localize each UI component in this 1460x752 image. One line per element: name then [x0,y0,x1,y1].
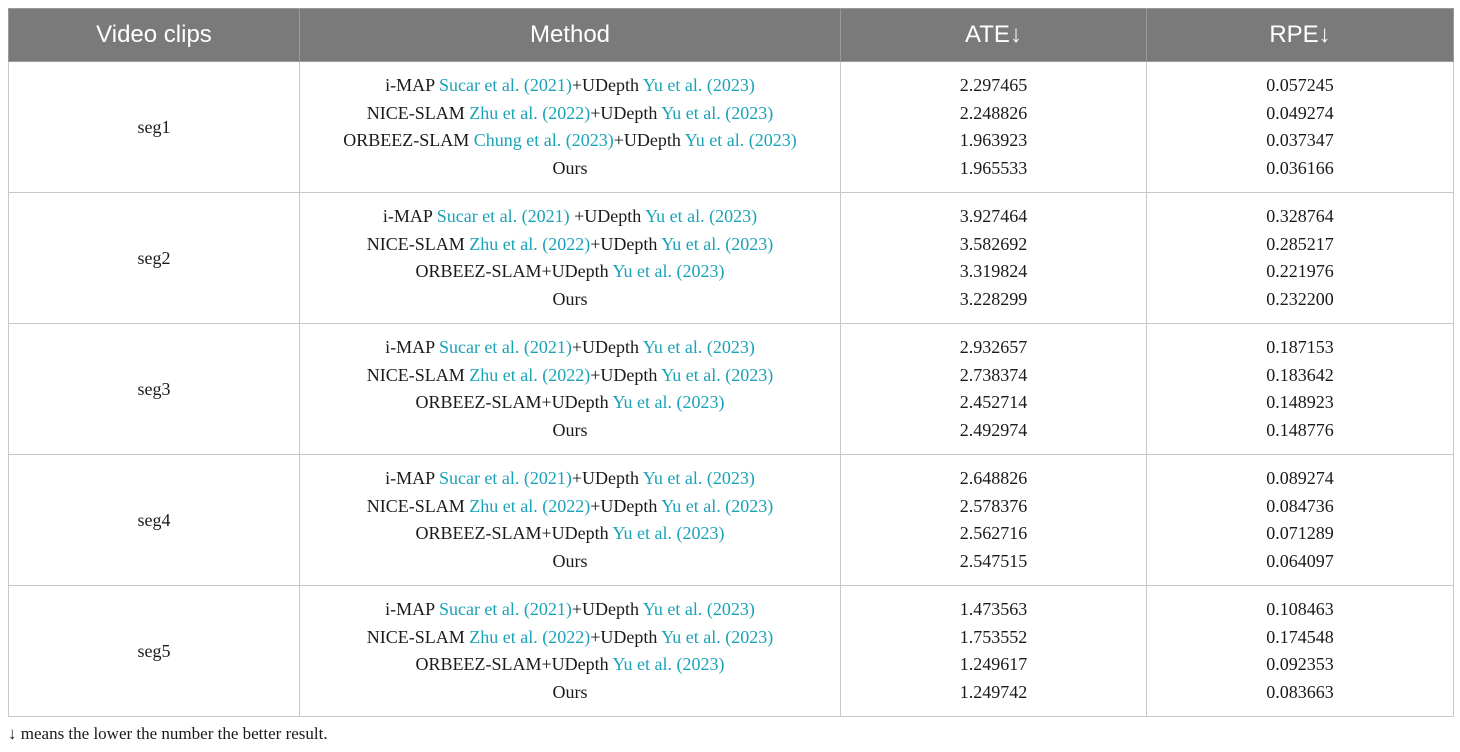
method-line [300,493,840,521]
method-line [300,127,840,155]
method-line [300,362,840,390]
rpe-values [1147,465,1453,575]
citation-link[interactable]: Yu et al. (2023) [661,495,774,516]
ate-value: 2.547515 [959,550,1028,571]
table-row [9,455,1454,586]
method-list [300,465,840,575]
ate-value: 2.248826 [959,102,1028,123]
rpe-value: 0.089274 [1266,468,1334,488]
method-text: i-MAP [382,206,437,226]
method-text: NICE-SLAM [366,102,470,123]
header-ate: ATE↓ [841,9,1147,62]
ate-value: 1.473563 [959,599,1028,619]
ate-value: 2.297465 [959,75,1028,95]
rpe-value: 0.092353 [1266,654,1334,674]
rpe-cell [1147,62,1454,193]
ate-cell [841,586,1147,717]
video-clip-cell: seg2 [9,193,300,324]
table-row [9,62,1454,193]
citation-link[interactable]: Zhu et al. (2022) [469,364,591,385]
method-line [300,72,840,100]
rpe-cell [1147,455,1454,586]
method-line [300,203,840,231]
rpe-value: 0.187153 [1266,337,1334,357]
method-list [300,334,840,444]
citation-link[interactable]: Sucar et al. (2021) [438,75,572,95]
method-list [300,596,840,706]
table-row [9,324,1454,455]
method-text: +UDepth [590,102,662,123]
rpe-value: 0.328764 [1266,206,1334,226]
video-clip-cell: seg3 [9,324,300,455]
method-list [300,203,840,313]
rpe-value: 0.036166 [1266,157,1334,178]
ate-value: 2.648826 [959,468,1028,488]
table-header [9,9,1454,62]
method-text: +UDepth [571,599,643,619]
method-line [300,417,840,445]
method-line [300,651,840,679]
citation-link[interactable]: Yu et al. (2023) [612,392,725,412]
method-text: NICE-SLAM [366,364,470,385]
citation-link[interactable]: Yu et al. (2023) [661,102,774,123]
rpe-cell [1147,324,1454,455]
rpe-value: 0.064097 [1266,550,1334,571]
method-line [300,286,840,314]
header-video-clips: Video clips [9,9,300,62]
rpe-value: 0.174548 [1266,626,1334,647]
citation-link[interactable]: Yu et al. (2023) [612,654,725,674]
table-row [9,586,1454,717]
ate-value: 3.582692 [959,233,1028,254]
rpe-value: 0.285217 [1266,233,1334,254]
citation-link[interactable]: Yu et al. (2023) [661,233,774,254]
table-row [9,193,1454,324]
method-text: Ours [552,681,588,702]
rpe-value: 0.221976 [1266,261,1334,281]
citation-link[interactable]: Yu et al. (2023) [642,337,755,357]
video-clip-cell: seg4 [9,455,300,586]
rpe-value: 0.049274 [1266,102,1334,123]
method-text: +UDepth [571,337,643,357]
method-text: Ours [552,550,588,571]
ate-values [841,203,1146,313]
citation-link[interactable]: Yu et al. (2023) [645,206,758,226]
method-line [300,100,840,128]
ate-value: 2.492974 [959,419,1028,440]
header-rpe: RPE↓ [1147,9,1454,62]
ate-cell [841,62,1147,193]
method-text: +UDepth [590,626,662,647]
method-cell [300,324,841,455]
method-text: Ours [552,288,588,309]
citation-link[interactable]: Zhu et al. (2022) [469,102,591,123]
ate-value: 3.228299 [959,288,1028,309]
ate-value: 2.932657 [959,337,1028,357]
citation-link[interactable]: Zhu et al. (2022) [469,495,591,516]
method-line [300,334,840,362]
rpe-value: 0.183642 [1266,364,1334,385]
citation-link[interactable]: Zhu et al. (2022) [469,233,591,254]
citation-link[interactable]: Chung et al. (2023) [473,130,614,150]
citation-link[interactable]: Sucar et al. (2021) [438,468,572,488]
method-line [300,624,840,652]
rpe-cell [1147,586,1454,717]
rpe-value: 0.057245 [1266,75,1334,95]
rpe-value: 0.071289 [1266,523,1334,543]
video-clip-cell: seg5 [9,586,300,717]
method-text: Ours [552,419,588,440]
ate-value: 2.578376 [959,495,1028,516]
ate-value: 3.319824 [959,261,1028,281]
header-row [9,9,1454,62]
method-text: +UDepth [569,206,646,226]
ate-cell [841,324,1147,455]
citation-link[interactable]: Sucar et al. (2021) [436,206,570,226]
method-text: NICE-SLAM [366,495,470,516]
rpe-value: 0.084736 [1266,495,1334,516]
method-text: +UDepth [613,130,685,150]
citation-link[interactable]: Sucar et al. (2021) [438,337,572,357]
method-line [300,465,840,493]
ate-values [841,465,1146,575]
results-table-container [8,8,1453,717]
ate-value: 2.738374 [959,364,1028,385]
video-clip-cell: seg1 [9,62,300,193]
ate-value: 1.963923 [959,130,1028,150]
ate-cell [841,455,1147,586]
citation-link[interactable]: Yu et al. (2023) [684,130,797,150]
ate-values [841,334,1146,444]
method-cell [300,586,841,717]
ate-values [841,596,1146,706]
ate-value: 1.965533 [959,157,1028,178]
method-line [300,520,840,548]
rpe-values [1147,334,1453,444]
method-cell [300,193,841,324]
ate-values [841,72,1146,182]
method-text: +UDepth [590,233,662,254]
method-text: NICE-SLAM [366,233,470,254]
method-text: i-MAP [385,599,439,619]
ate-value: 1.753552 [959,626,1028,647]
method-cell [300,62,841,193]
method-list [300,72,840,182]
citation-link[interactable]: Zhu et al. (2022) [469,626,591,647]
method-line [300,258,840,286]
method-text: ORBEEZ-SLAM+UDepth [415,261,613,281]
ate-value: 1.249617 [959,654,1028,674]
method-text: i-MAP [385,337,439,357]
footnote: ↓ means the lower the number the better result. [8,724,328,743]
method-text: ORBEEZ-SLAM [343,130,474,150]
method-text: ORBEEZ-SLAM+UDepth [415,654,613,674]
rpe-values [1147,596,1453,706]
ate-value: 2.562716 [959,523,1028,543]
rpe-values [1147,203,1453,313]
method-line [300,548,840,576]
ate-value: 1.249742 [959,681,1028,702]
table-body [9,62,1454,717]
method-text: Ours [552,157,588,178]
citation-link[interactable]: Yu et al. (2023) [642,75,755,95]
method-text: +UDepth [571,75,643,95]
rpe-value: 0.108463 [1266,599,1334,619]
method-text: +UDepth [571,468,643,488]
method-text: i-MAP [385,75,439,95]
ate-value: 3.927464 [959,206,1028,226]
rpe-cell [1147,193,1454,324]
method-cell [300,455,841,586]
method-text: NICE-SLAM [366,626,470,647]
rpe-value: 0.148776 [1266,419,1334,440]
method-line [300,679,840,707]
method-line [300,155,840,183]
method-text: +UDepth [590,364,662,385]
citation-link[interactable]: Yu et al. (2023) [661,364,774,385]
method-line [300,596,840,624]
rpe-value: 0.148923 [1266,392,1334,412]
method-text: i-MAP [385,468,439,488]
method-text: +UDepth [590,495,662,516]
citation-link[interactable]: Yu et al. (2023) [612,523,725,543]
rpe-value: 0.083663 [1266,681,1334,702]
citation-link[interactable]: Sucar et al. (2021) [438,599,572,619]
citation-link[interactable]: Yu et al. (2023) [642,599,755,619]
method-text: ORBEEZ-SLAM+UDepth [415,523,613,543]
rpe-value: 0.232200 [1266,288,1334,309]
results-table [8,8,1454,717]
ate-value: 2.452714 [959,392,1028,412]
citation-link[interactable]: Yu et al. (2023) [661,626,774,647]
citation-link[interactable]: Yu et al. (2023) [612,261,725,281]
ate-cell [841,193,1147,324]
method-line [300,231,840,259]
rpe-value: 0.037347 [1266,130,1334,150]
rpe-values [1147,72,1453,182]
method-text: ORBEEZ-SLAM+UDepth [415,392,613,412]
header-method: Method [300,9,841,62]
citation-link[interactable]: Yu et al. (2023) [642,468,755,488]
method-line [300,389,840,417]
